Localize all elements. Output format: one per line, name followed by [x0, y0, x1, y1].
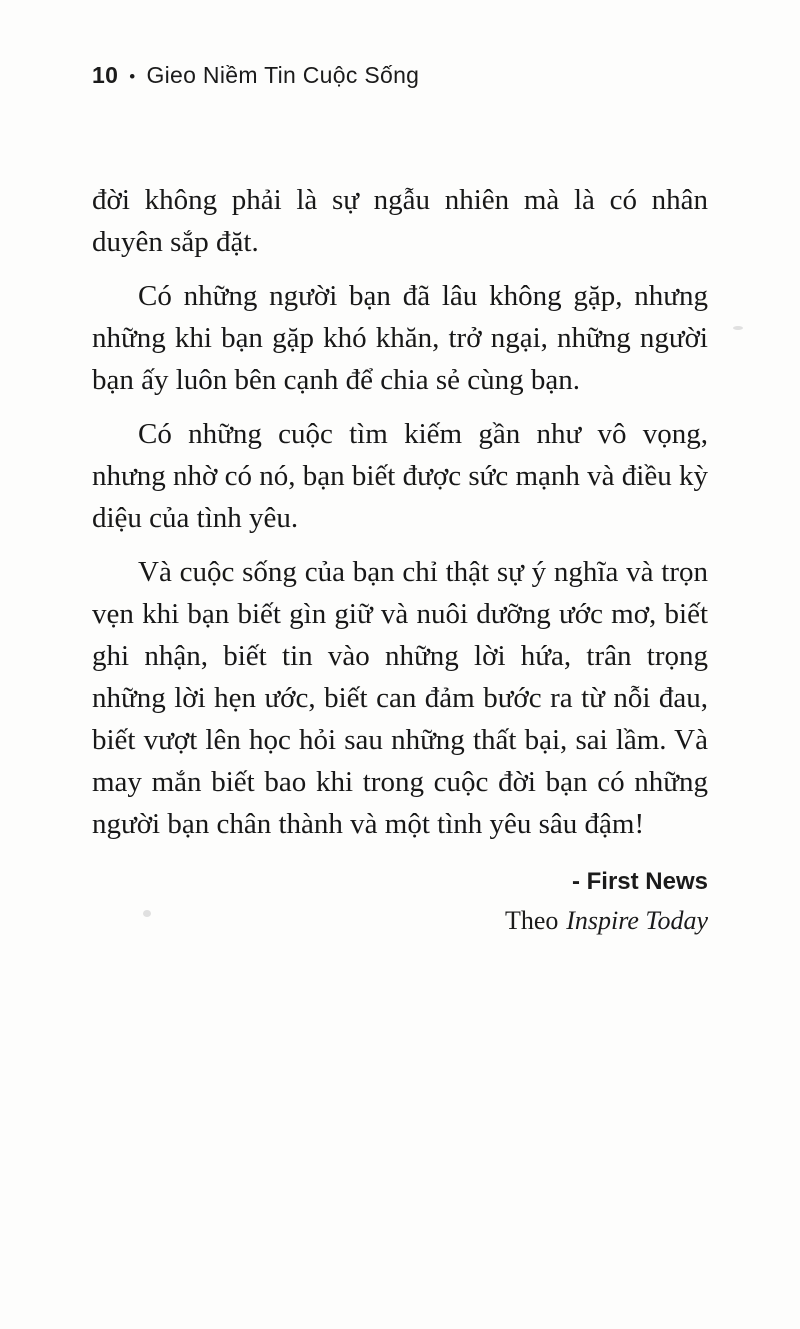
bullet-separator-icon: •	[129, 67, 136, 86]
paragraph: Có những cuộc tìm kiếm gần như vô vọng, nhưng nhờ có nó, bạn biết được sức mạnh và điều kỳ diệu của tình yêu.	[92, 418, 708, 534]
attribution-source	[92, 901, 708, 941]
page-number: 10	[92, 62, 119, 88]
paragraph-continuation: đời không phải là sự ngẫu nhiên mà là có nhân duyên sắp đặt.	[92, 184, 708, 258]
book-title: Gieo Niềm Tin Cuộc Sống	[146, 62, 420, 88]
scan-artifact	[143, 910, 151, 917]
paragraph: Và cuộc sống của bạn chỉ thật sự ý nghĩa và trọn vẹn khi bạn biết gìn giữ và nuôi dưỡng ước mơ, biết ghi nhận, biết tin vào những lời hứa, trân trọng những lời hẹn ước, biết can đảm bước ra từ nỗi đau, biết vượt lên học hỏi sau những thất bại, sai lầm. Và may mắn biết bao khi trong cuộc đời bạn có những người bạn chân thành và một tình yêu sâu đậm!	[92, 556, 708, 840]
scan-artifact	[733, 326, 743, 330]
paragraph: Có những người bạn đã lâu không gặp, nhưng những khi bạn gặp khó khăn, trở ngại, những người bạn ấy luôn bên cạnh để chia sẻ cùng bạn.	[92, 280, 708, 396]
body-text	[92, 179, 708, 941]
attribution-author: - First News	[571, 868, 708, 895]
attribution	[92, 863, 708, 941]
attribution-source-prefix: Theo	[504, 906, 559, 935]
running-header	[92, 62, 708, 89]
attribution-source-title: Inspire Today	[566, 906, 708, 935]
